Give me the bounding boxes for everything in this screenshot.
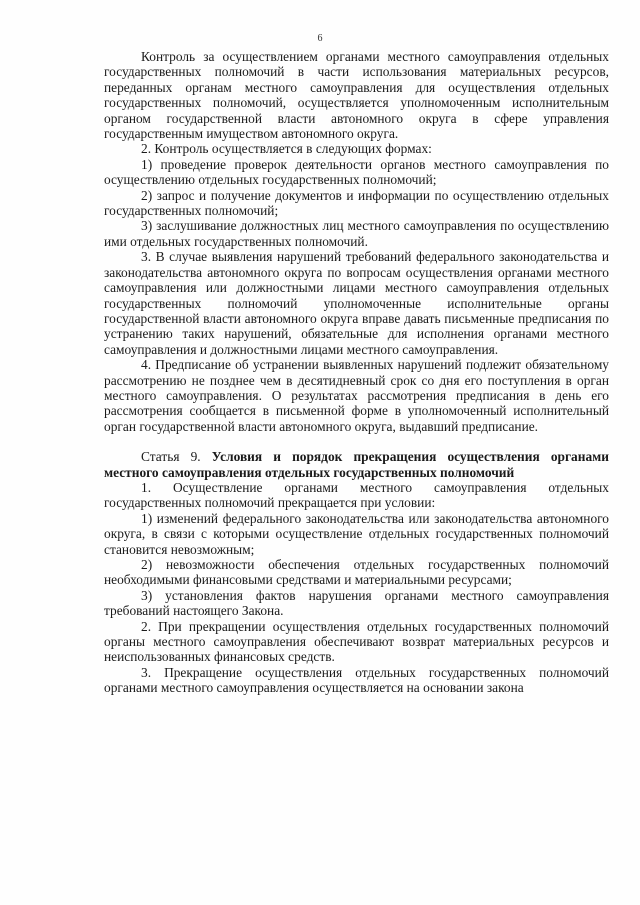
list-item-document-requests: 2) запрос и получение документов и информации по осуществлению отдельных государственных полномочий; (104, 187, 609, 219)
article-paragraph-termination: 3. Прекращение осуществления отдельных государственных полномочий органами местного самоуправления осуществляется на основании закона (104, 664, 609, 696)
list-item-hearings: 3) заслушивание должностных лиц местного самоуправления по осуществлению ими отдельных государственных полномочий. (104, 218, 609, 249)
paragraph-control-forms: 2. Контроль осуществляется в следующих формах: (141, 141, 432, 157)
page-number: 6 (317, 33, 323, 44)
article-list-item-legislation: 1) изменений федерального законодательства или законодательства автономного округа, в связи с которыми осуществление отдельных государственных полномочий становится невозможным; (104, 510, 609, 557)
article-heading (104, 449, 609, 480)
article-paragraph-return: 2. При прекращении осуществления отдельных государственных полномочий органы местного самоуправления обеспечивают возврат материальных ресурсов и неиспользованных финансовых средств. (104, 618, 609, 665)
paragraph-prescription: 4. Предписание об устранении выявленных нарушений подлежит обязательному рассмотрению не позднее чем в десятидневный срок со дня его поступления в орган местного самоуправления. О результатах рассмотрения предписания в день его рассмотрения сообщается в письменной форме в уполномоченный исполнительный орган государственной власти автономного округа, выдавший предписание. (104, 357, 609, 434)
list-item-inspections: 1) проведение проверок деятельности органов местного самоуправления по осуществлению отдельных государственных полномочий; (104, 156, 609, 188)
article-prefix: Статья 9. (141, 449, 212, 465)
paragraph-control-materials: Контроль за осуществлением органами местного самоуправления отдельных государственных полномочий в части использования материальных ресурсов, переданных органам местного самоуправления для осуществления отдельных государственных полномочий, осуществляется уполномоченным исполнительным органом государственной власти автономного округа в сфере управления государственным имуществом автономного округа. (104, 49, 609, 142)
article-paragraph-conditions: 1. Осуществление органами местного самоуправления отдельных государственных полномочий прекращается при условии: (104, 479, 609, 511)
article-list-item-funding: 2) невозможности обеспечения отдельных государственных полномочий необходимыми финансовыми средствами и материальными ресурсами; (104, 557, 609, 588)
article-title: Условия и порядок прекращения осуществления органами местного самоуправления отдельных государственных полномочий (104, 449, 609, 480)
article-list-item-violations: 3) установления фактов нарушения органами местного самоуправления требований настоящего Закона. (104, 587, 609, 619)
paragraph-violations: 3. В случае выявления нарушений требований федерального законодательства и законодательства автономного округа по вопросам осуществления органами местного самоуправления или должностными лицами местного самоуправления отдельных государственных полномочий уполномоченные исполнительные органы государственной власти автономного округа вправе давать письменные предписания по устранению таких нарушений, обязательные для исполнения органами местного самоуправления и должностными лицами местного самоуправления. (104, 249, 609, 357)
document-body (104, 49, 609, 696)
